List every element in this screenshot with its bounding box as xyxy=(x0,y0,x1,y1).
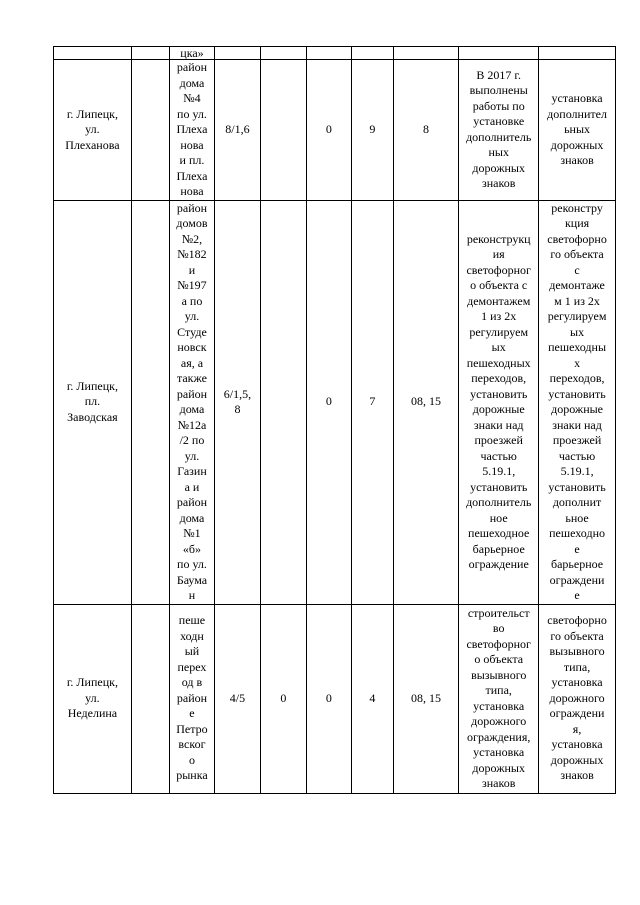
cell-empty xyxy=(306,47,351,60)
cell-value-c7: 4 xyxy=(352,604,393,793)
cell-value-c6: 0 xyxy=(306,200,351,604)
cell-empty xyxy=(131,200,169,604)
cell-value-c4: 4/5 xyxy=(214,604,260,793)
cell-empty xyxy=(261,47,306,60)
document-table xyxy=(53,46,616,794)
table-row xyxy=(54,200,616,604)
cell-value-c5 xyxy=(261,200,306,604)
cell-value-c4: 6/1,5, 8 xyxy=(214,200,260,604)
cell-completed-work: реконструкц ия светофорног о объекта с демонтажем 1 из 2х регулируем ых пешеходных переходов, установить дорожные знаки над проезжей частью 5.19.1, установить дополнитель ное пешеходное барьерное ограждение xyxy=(459,200,539,604)
cell-value-c5 xyxy=(261,60,306,201)
cell-empty xyxy=(352,47,393,60)
cell-empty xyxy=(459,47,539,60)
cell-value-c7: 7 xyxy=(352,200,393,604)
cell-planned-work: установка дополнител ьных дорожных знаков xyxy=(539,60,616,201)
cell-empty xyxy=(214,47,260,60)
cell-value-c8: 8 xyxy=(393,60,459,201)
cell-location: район домов №2, №182 и №197 а по ул. Студе новск ая, а также район дома №12а /2 по ул. Газин а и район дома №1 «б» по ул. Баума н xyxy=(170,200,214,604)
cell-empty xyxy=(131,604,169,793)
cell-completed-work: строительст во светофорног о объекта вызывного типа, установка дорожного ограждения, установка дорожных знаков xyxy=(459,604,539,793)
cell-city: г. Липецк, ул. Плеханова xyxy=(54,60,132,201)
cell-value-c6: 0 xyxy=(306,60,351,201)
cell-location-fragment: цка» xyxy=(170,47,214,60)
cell-value-c5: 0 xyxy=(261,604,306,793)
cell-city: г. Липецк, ул. Неделина xyxy=(54,604,132,793)
cell-empty xyxy=(393,47,459,60)
cell-value-c8: 08, 15 xyxy=(393,200,459,604)
cell-value-c7: 9 xyxy=(352,60,393,201)
cell-empty xyxy=(539,47,616,60)
cell-value-c6: 0 xyxy=(306,604,351,793)
cell-planned-work: светофорно го объекта вызывного типа, установка дорожного ограждени я, установка дорожных знаков xyxy=(539,604,616,793)
table-row xyxy=(54,604,616,793)
cell-location: район дома №4 по ул. Плеха нова и пл. Плеха нова xyxy=(170,60,214,201)
cell-planned-work: реконстру кция светофорно го объекта с демонтаже м 1 из 2х регулируем ых пешеходны х переходов, установить дорожные знаки над проезжей частью 5.19.1, установить дополнит ьное пешеходно е барьерное ограждени е xyxy=(539,200,616,604)
cell-empty xyxy=(131,60,169,201)
table-row xyxy=(54,60,616,201)
cell-completed-work: В 2017 г. выполнены работы по установке дополнитель ных дорожных знаков xyxy=(459,60,539,201)
cell-location: пеше ходн ый перех од в район е Петро вског о рынка xyxy=(170,604,214,793)
cell-city: г. Липецк, пл. Заводская xyxy=(54,200,132,604)
cell-value-c4: 8/1,6 xyxy=(214,60,260,201)
cell-value-c8: 08, 15 xyxy=(393,604,459,793)
cell-empty xyxy=(54,47,132,60)
table-row-continuation xyxy=(54,47,616,60)
cell-empty xyxy=(131,47,169,60)
